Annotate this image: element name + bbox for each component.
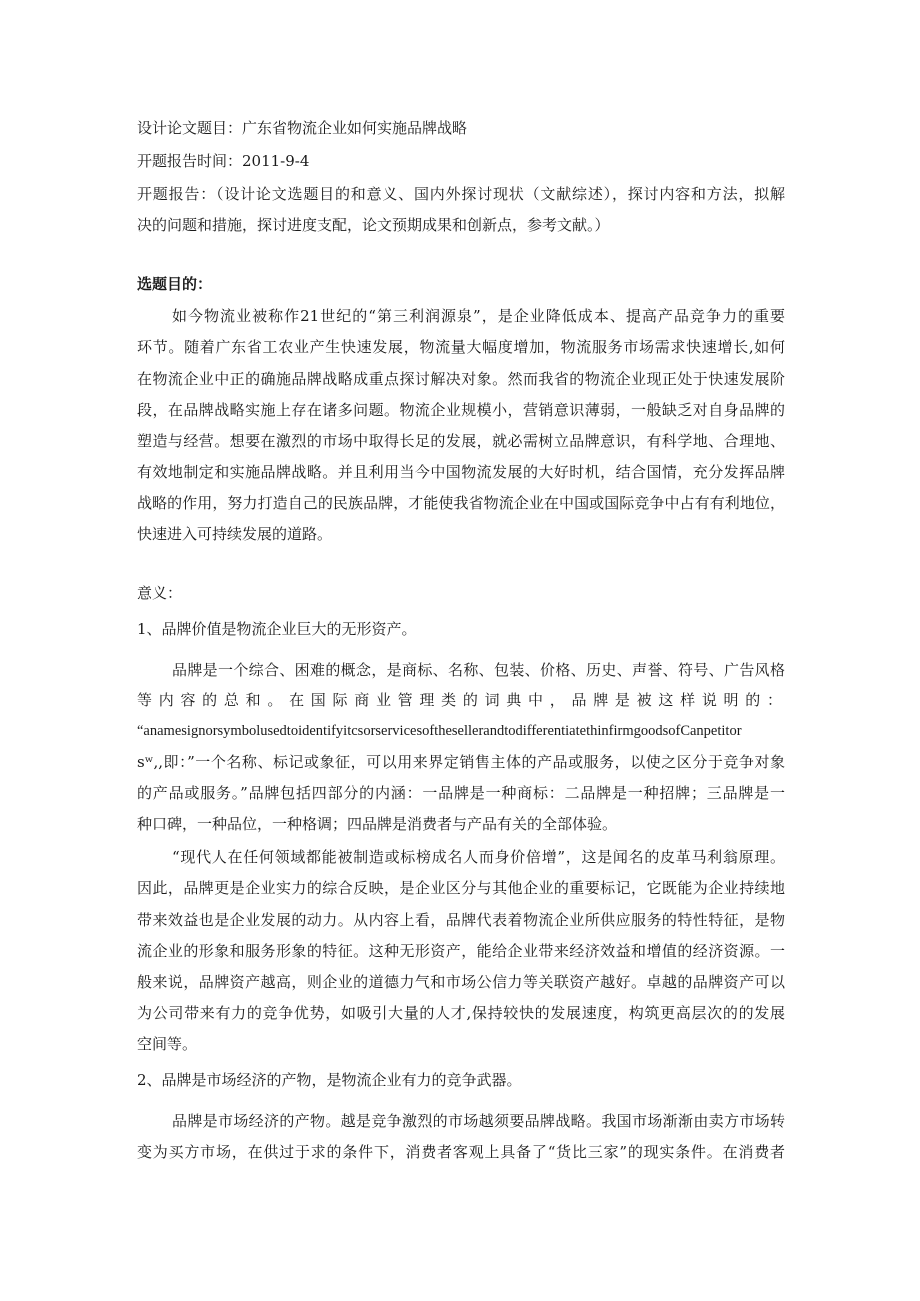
purpose-line: 如今物流业被称作21世纪的“第三利润源泉”，是企业降低成本、提高产品竞争力的重要 xyxy=(172,307,785,325)
point-2-paragraph-line: 品牌是市场经济的产物。越是竞争激烈的市场越须要品牌战略。我国市场渐渐由卖方市场转 xyxy=(172,1112,785,1130)
purpose-line: 战略的作用，努力打造自己的民族品牌，才能使我省物流企业在中国或国际竞争中占有有利地位， xyxy=(137,494,785,512)
point-1-paragraph-line: “anamesignorsymbolusedtoidentifyitcsorservicesofthesellerandtodifferentiatethinfirmgoodsofCanpetitor xyxy=(137,723,742,739)
point-1-paragraph-line: 为公司带来有力的竞争优势，如吸引大量的人才,保持较快的发展速度，构筑更高层次的的发展 xyxy=(137,1004,785,1022)
point-1-paragraph-line: 空间等。 xyxy=(137,1035,198,1053)
point-1-paragraph-line: “现代人在任何领域都能被制造或标榜成名人而身价倍增”，这是闻名的皮革马利翁原理。 xyxy=(172,848,785,866)
point-1-paragraph-line: sʷ,,即：”一个名称、标记或象征，可以用来界定销售主体的产品或服务，以使之区分于竞争对象 xyxy=(137,753,785,771)
purpose-line: 塑造与经营。想要在激烈的市场中取得长足的发展，就必需树立品牌意识，有科学地、合理地、 xyxy=(137,432,785,450)
report-description-line-2: 决的问题和措施，探讨进度支配，论文预期成果和创新点，参考文献。） xyxy=(137,216,610,234)
point-1-paragraph-line: 带来效益也是企业发展的动力。从内容上看，品牌代表着物流企业所供应服务的特性特征，是物 xyxy=(137,911,785,929)
purpose-line: 段，在品牌战略实施上存在诸多问题。物流企业规模小，营销意识薄弱，一般缺乏对自身品牌的 xyxy=(137,401,785,419)
thesis-title-line: 设计论文题目：广东省物流企业如何实施品牌战略 xyxy=(137,119,468,137)
point-1-paragraph-line: 般来说，品牌资产越高，则企业的道德力气和市场公信力等关联资产越好。卓越的品牌资产可以 xyxy=(137,973,785,991)
purpose-line: 有效地制定和实施品牌战略。并且利用当今中国物流发展的大好时机，结合国情，充分发挥品牌 xyxy=(137,463,785,481)
point-1-paragraph-line: 种口碑，一种品位，一种格调；四品牌是消费者与产品有关的全部体验。 xyxy=(137,815,618,833)
point-1-paragraph-line: 的产品或服务。”品牌包括四部分的内涵：一品牌是一种商标：二品牌是一种招牌；三品牌是一 xyxy=(137,784,785,802)
point-1-paragraph-line: 流企业的形象和服务形象的特征。这种无形资产，能给企业带来经济效益和增值的经济资源。一 xyxy=(137,942,785,960)
point-2-title: 2、品牌是市场经济的产物，是物流企业有力的竞争武器。 xyxy=(137,1071,522,1089)
purpose-line: 环节。随着广东省工农业产生快速发展，物流量大幅度增加，物流服务市场需求快速增长,如何 xyxy=(137,338,785,356)
report-description-line-1: 开题报告：（设计论文选题目的和意义、国内外探讨现状（文献综述），探讨内容和方法，拟解 xyxy=(137,185,785,203)
meaning-heading: 意义： xyxy=(137,584,183,602)
point-1-title: 1、品牌价值是物流企业巨大的无形资产。 xyxy=(137,620,417,638)
point-1-paragraph-line: 品牌是一个综合、困难的概念，是商标、名称、包装、价格、历史、声誉、符号、广告风格 xyxy=(172,661,785,679)
report-date-line: 开题报告时间：2011-9-4 xyxy=(137,152,310,170)
point-1-paragraph-line: 等内容的总和。在国际商业管理类的词典中，品牌是被这样说明的： xyxy=(137,691,785,709)
point-1-paragraph-line: 因此，品牌更是企业实力的综合反映，是企业区分与其他企业的重要标记，它既能为企业持续地 xyxy=(137,879,785,897)
purpose-line: 快速进入可持续发展的道路。 xyxy=(137,525,333,543)
point-2-paragraph-line: 变为买方市场，在供过于求的条件下，消费者客观上具备了“货比三家”的现实条件。在消费者 xyxy=(137,1143,785,1161)
purpose-heading: 选题目的： xyxy=(137,275,213,293)
purpose-line: 在物流企业中正的确施品牌战略成重点探讨解决对象。然而我省的物流企业现正处于快速发展阶 xyxy=(137,370,785,388)
